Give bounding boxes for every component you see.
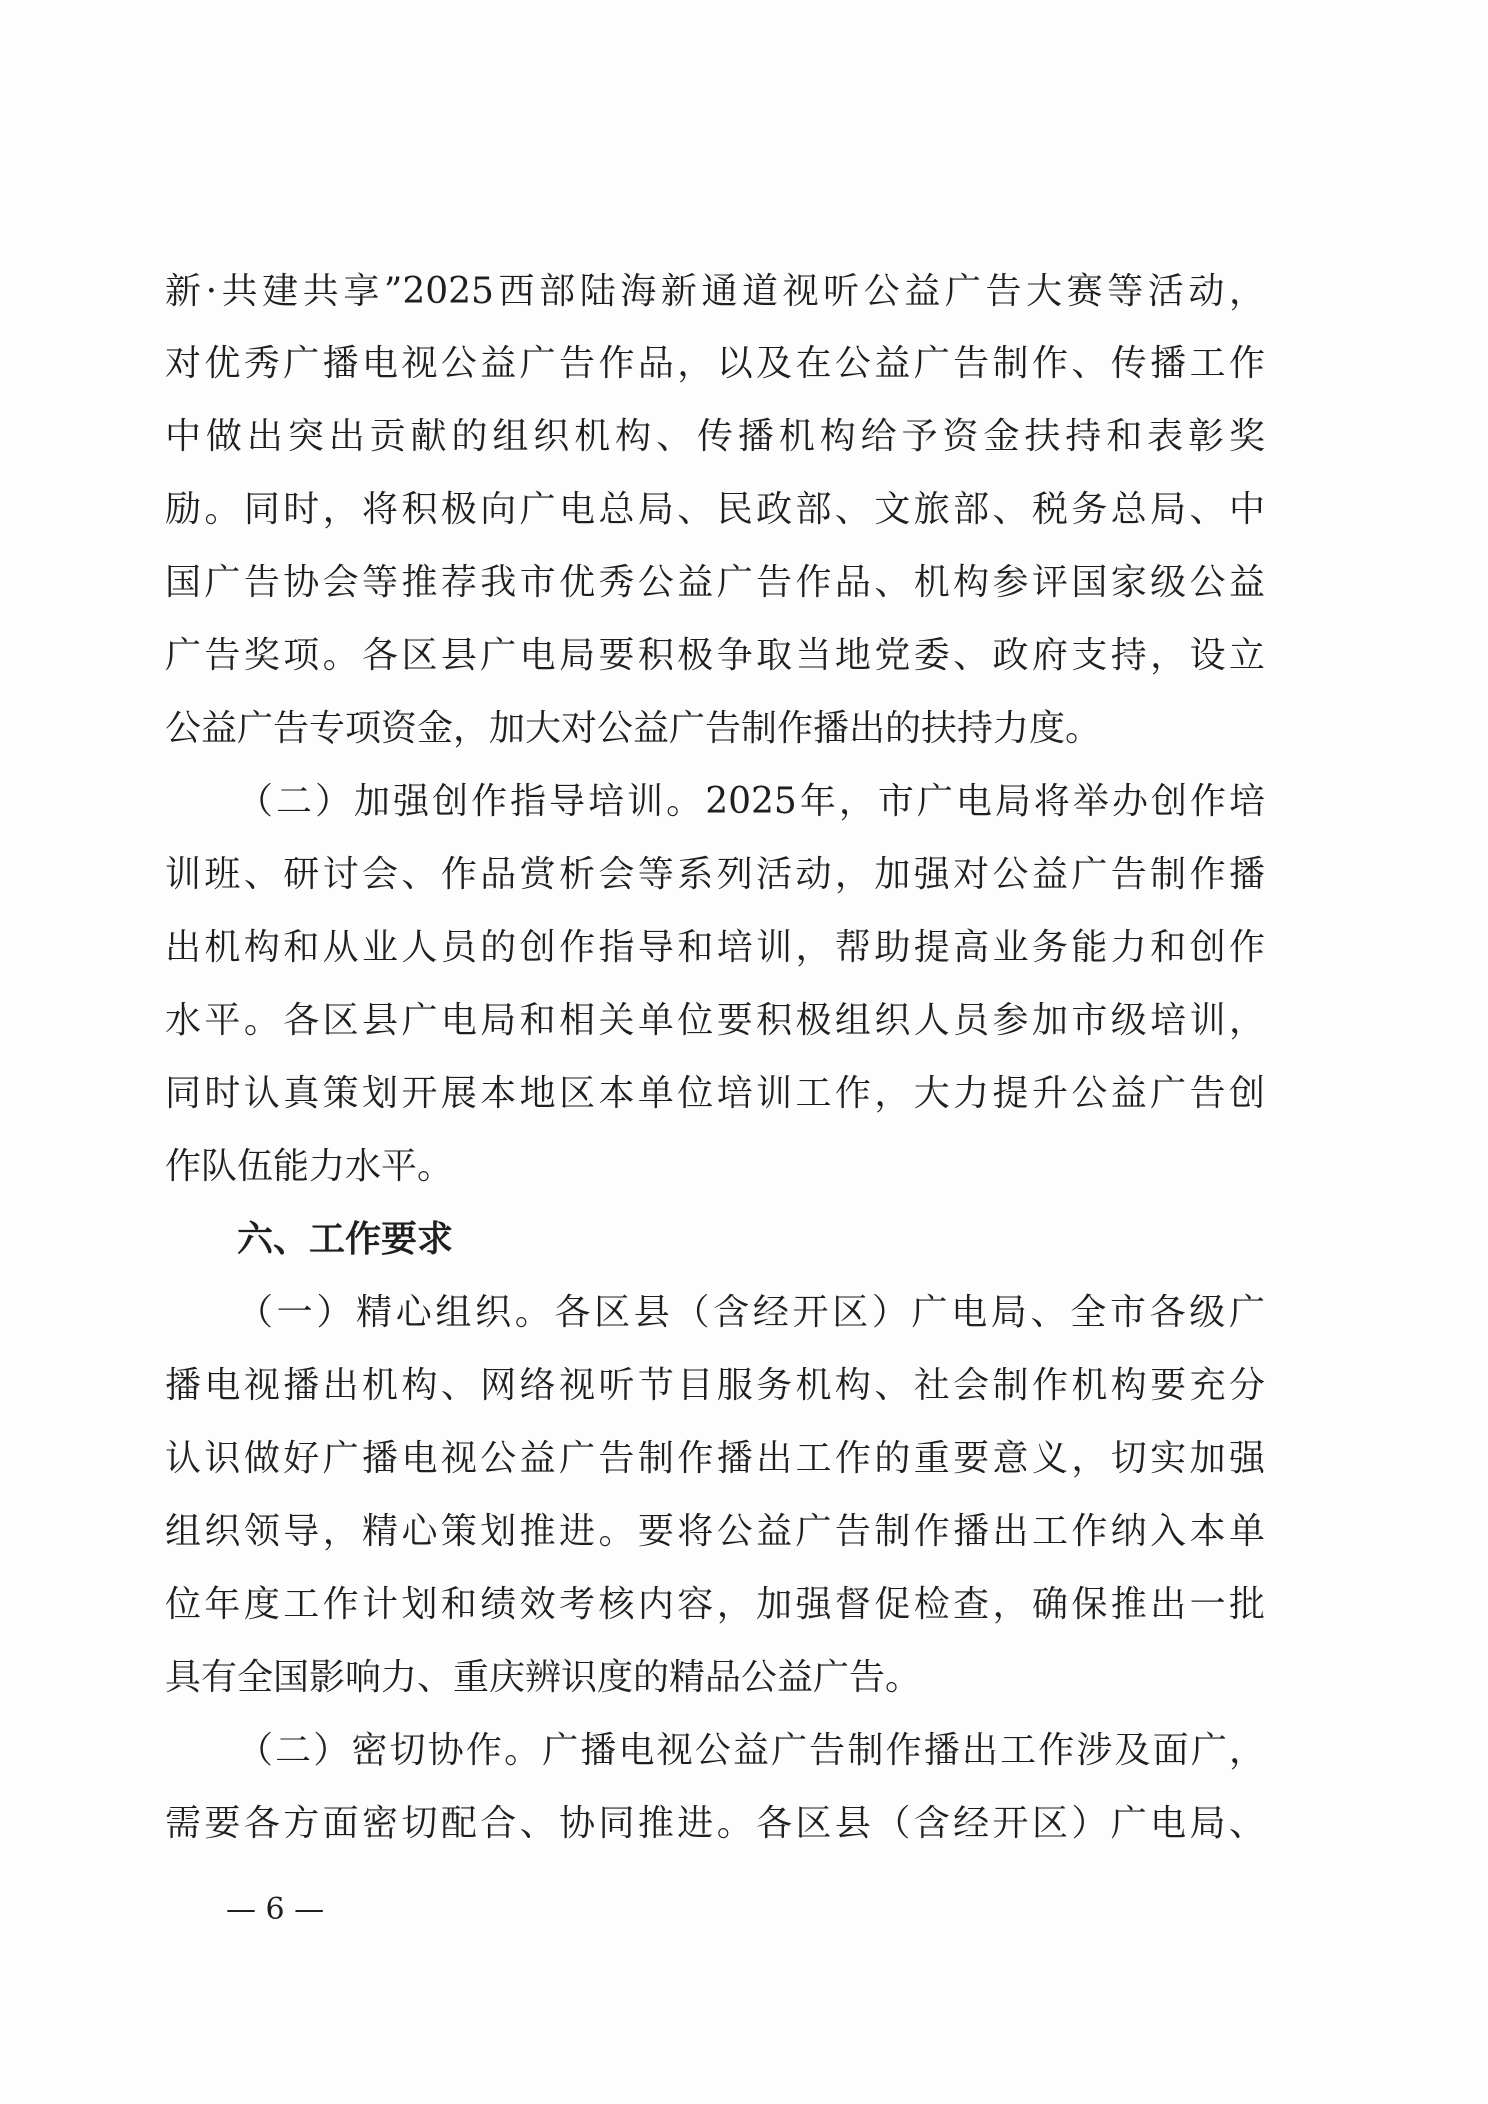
body-line-3: 中做出突出贡献的组织机构、传播机构给予资金扶持和表彰奖 xyxy=(165,416,1265,457)
body-line-1: 新·共建共享”2025西部陆海新通道视听公益广告大赛等活动， xyxy=(165,271,1265,312)
body-line-13: 作队伍能力水平。 xyxy=(165,1146,454,1187)
body-line-8: （二）加强创作指导培训。2025年，市广电局将举办创作培 xyxy=(237,781,1265,822)
page-number: — 6 — xyxy=(226,1892,325,1927)
body-line-4: 励。同时，将积极向广电总局、民政部、文旅部、税务总局、中 xyxy=(165,489,1265,530)
body-line-12: 同时认真策划开展本地区本单位培训工作，大力提升公益广告创 xyxy=(165,1073,1265,1114)
body-line-10: 出机构和从业人员的创作指导和培训，帮助提高业务能力和创作 xyxy=(165,927,1265,968)
body-line-17: 认识做好广播电视公益广告制作播出工作的重要意义，切实加强 xyxy=(165,1438,1265,1479)
body-line-6: 广告奖项。各区县广电局要积极争取当地党委、政府支持，设立 xyxy=(165,635,1265,676)
body-line-5: 国广告协会等推荐我市优秀公益广告作品、机构参评国家级公益 xyxy=(165,562,1265,603)
body-line-11: 水平。各区县广电局和相关单位要积极组织人员参加市级培训， xyxy=(165,1000,1265,1041)
body-line-2: 对优秀广播电视公益广告作品，以及在公益广告制作、传播工作 xyxy=(165,343,1265,384)
section-heading-work-requirements: 六、工作要求 xyxy=(237,1219,454,1260)
body-line-16: 播电视播出机构、网络视听节目服务机构、社会制作机构要充分 xyxy=(165,1365,1265,1406)
body-line-9: 训班、研讨会、作品赏析会等系列活动，加强对公益广告制作播 xyxy=(165,854,1265,895)
body-line-7: 公益广告专项资金，加大对公益广告制作播出的扶持力度。 xyxy=(165,708,1102,749)
body-line-20: 具有全国影响力、重庆辨识度的精品公益广告。 xyxy=(165,1657,922,1698)
body-line-22: 需要各方面密切配合、协同推进。各区县（含经开区）广电局、 xyxy=(165,1803,1265,1844)
body-line-18: 组织领导，精心策划推进。要将公益广告制作播出工作纳入本单 xyxy=(165,1511,1265,1552)
body-line-15: （一）精心组织。各区县（含经开区）广电局、全市各级广 xyxy=(237,1292,1265,1333)
body-line-21: （二）密切协作。广播电视公益广告制作播出工作涉及面广， xyxy=(237,1730,1265,1771)
body-line-19: 位年度工作计划和绩效考核内容，加强督促检查，确保推出一批 xyxy=(165,1584,1265,1625)
